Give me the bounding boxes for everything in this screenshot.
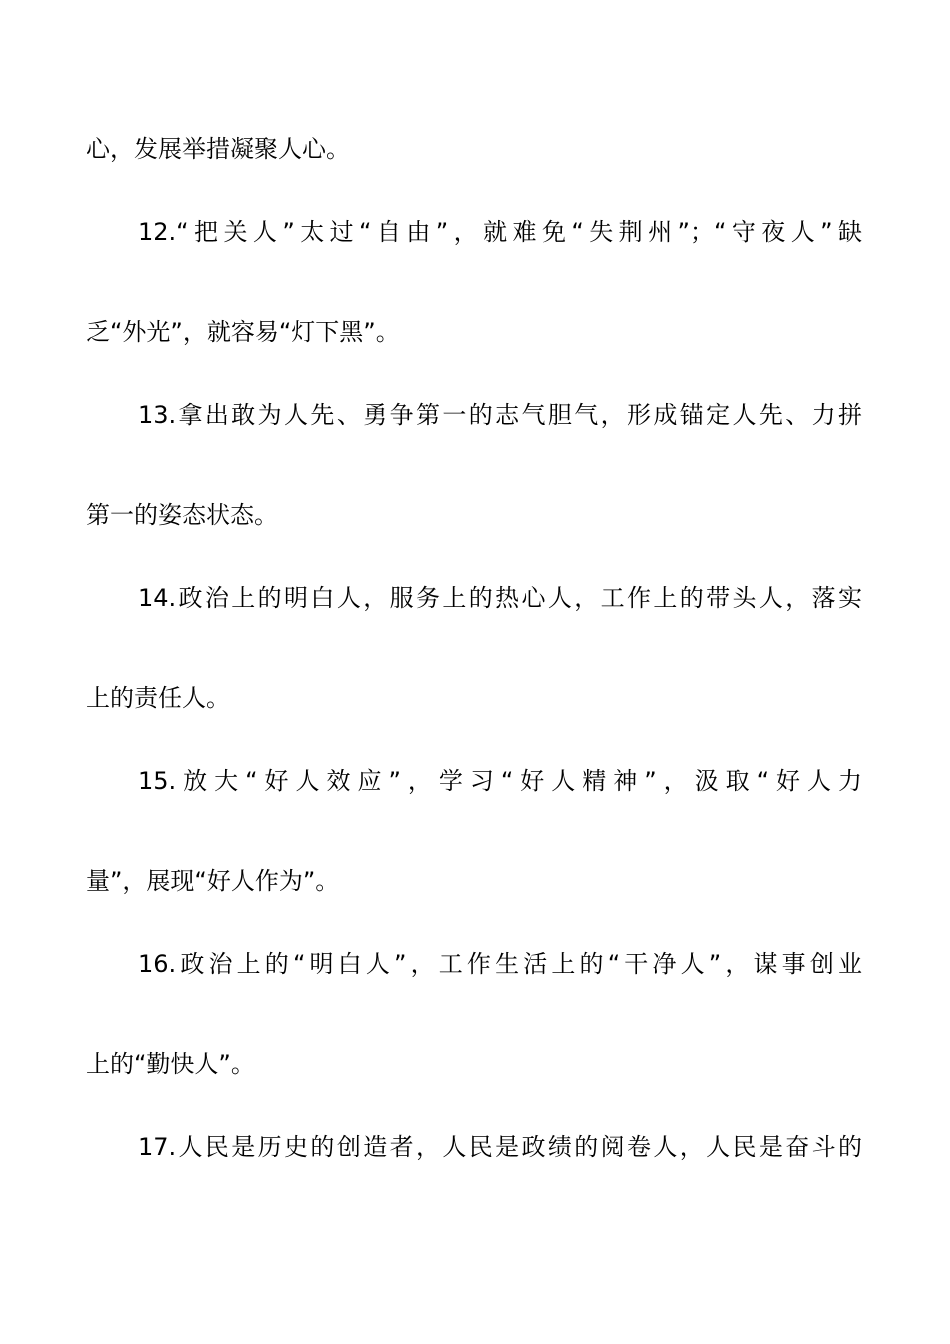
paragraph-17-line-1: 17.人民是历史的创造者，人民是政绩的阅卷人，人民是奋斗的	[138, 1133, 862, 1161]
paragraph-14-line-1: 14.政治上的明白人，服务上的热心人，工作上的带头人，落实	[138, 584, 862, 612]
paragraph-12-line-1: 12.“把关人”太过“自由”，就难免“失荆州”；“守夜人”缺	[138, 218, 862, 246]
paragraph-14-line-2: 上的责任人。	[86, 684, 230, 712]
paragraph-15-line-2: 量”，展现“好人作为”。	[86, 867, 340, 895]
paragraph-15-line-1: 15.放大“好人效应”，学习“好人精神”，汲取“好人力	[138, 767, 862, 795]
paragraph-12-line-2: 乏“外光”，就容易“灯下黑”。	[86, 318, 400, 346]
paragraph-13-line-1: 13.拿出敢为人先、勇争第一的志气胆气，形成锚定人先、力拼	[138, 401, 862, 429]
text-line: 心，发展举措凝聚人心。	[86, 135, 350, 163]
paragraph-13-line-2: 第一的姿态状态。	[86, 501, 278, 529]
paragraph-16-line-2: 上的“勤快人”。	[86, 1050, 255, 1078]
paragraph-16-line-1: 16.政治上的“明白人”，工作生活上的“干净人”，谋事创业	[138, 950, 862, 978]
